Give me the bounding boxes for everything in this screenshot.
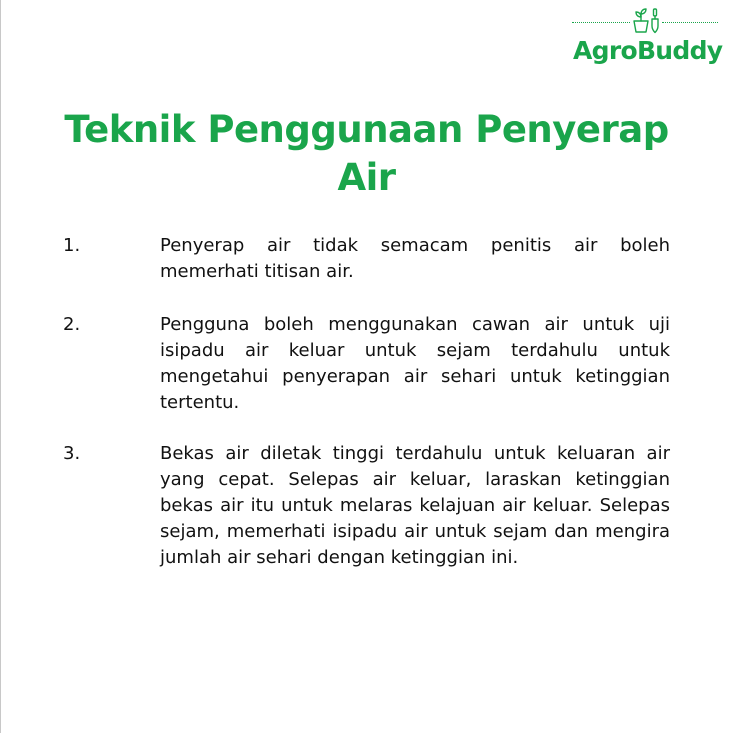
step-number: 1. [63,235,81,256]
step-text: Penyerap air tidak semacam penitis air boleh memerhati titisan air. [160,235,670,282]
page-title: Teknik Penggunaan Penyerap Air [64,108,669,199]
brand-name: AgroBuddy [573,36,723,65]
step-text: Bekas air diletak tinggi terdahulu untuk keluaran air yang cepat. Selepas air keluar, laraskan ketinggian bekas air itu untuk melaras kelajuan air keluar. Selepas sejam, memerhati isipadu air untuk sejam dan mengira jumlah air sehari dengan ketinggian ini. [160,443,670,568]
step-number: 2. [63,314,81,335]
step-text: Pengguna boleh menggunakan cawan air untuk uji isipadu air keluar untuk sejam terdahulu untuk mengetahui penyerapan air sehari untuk ketinggian tertentu. [160,314,670,413]
step-number: 3. [63,443,81,464]
